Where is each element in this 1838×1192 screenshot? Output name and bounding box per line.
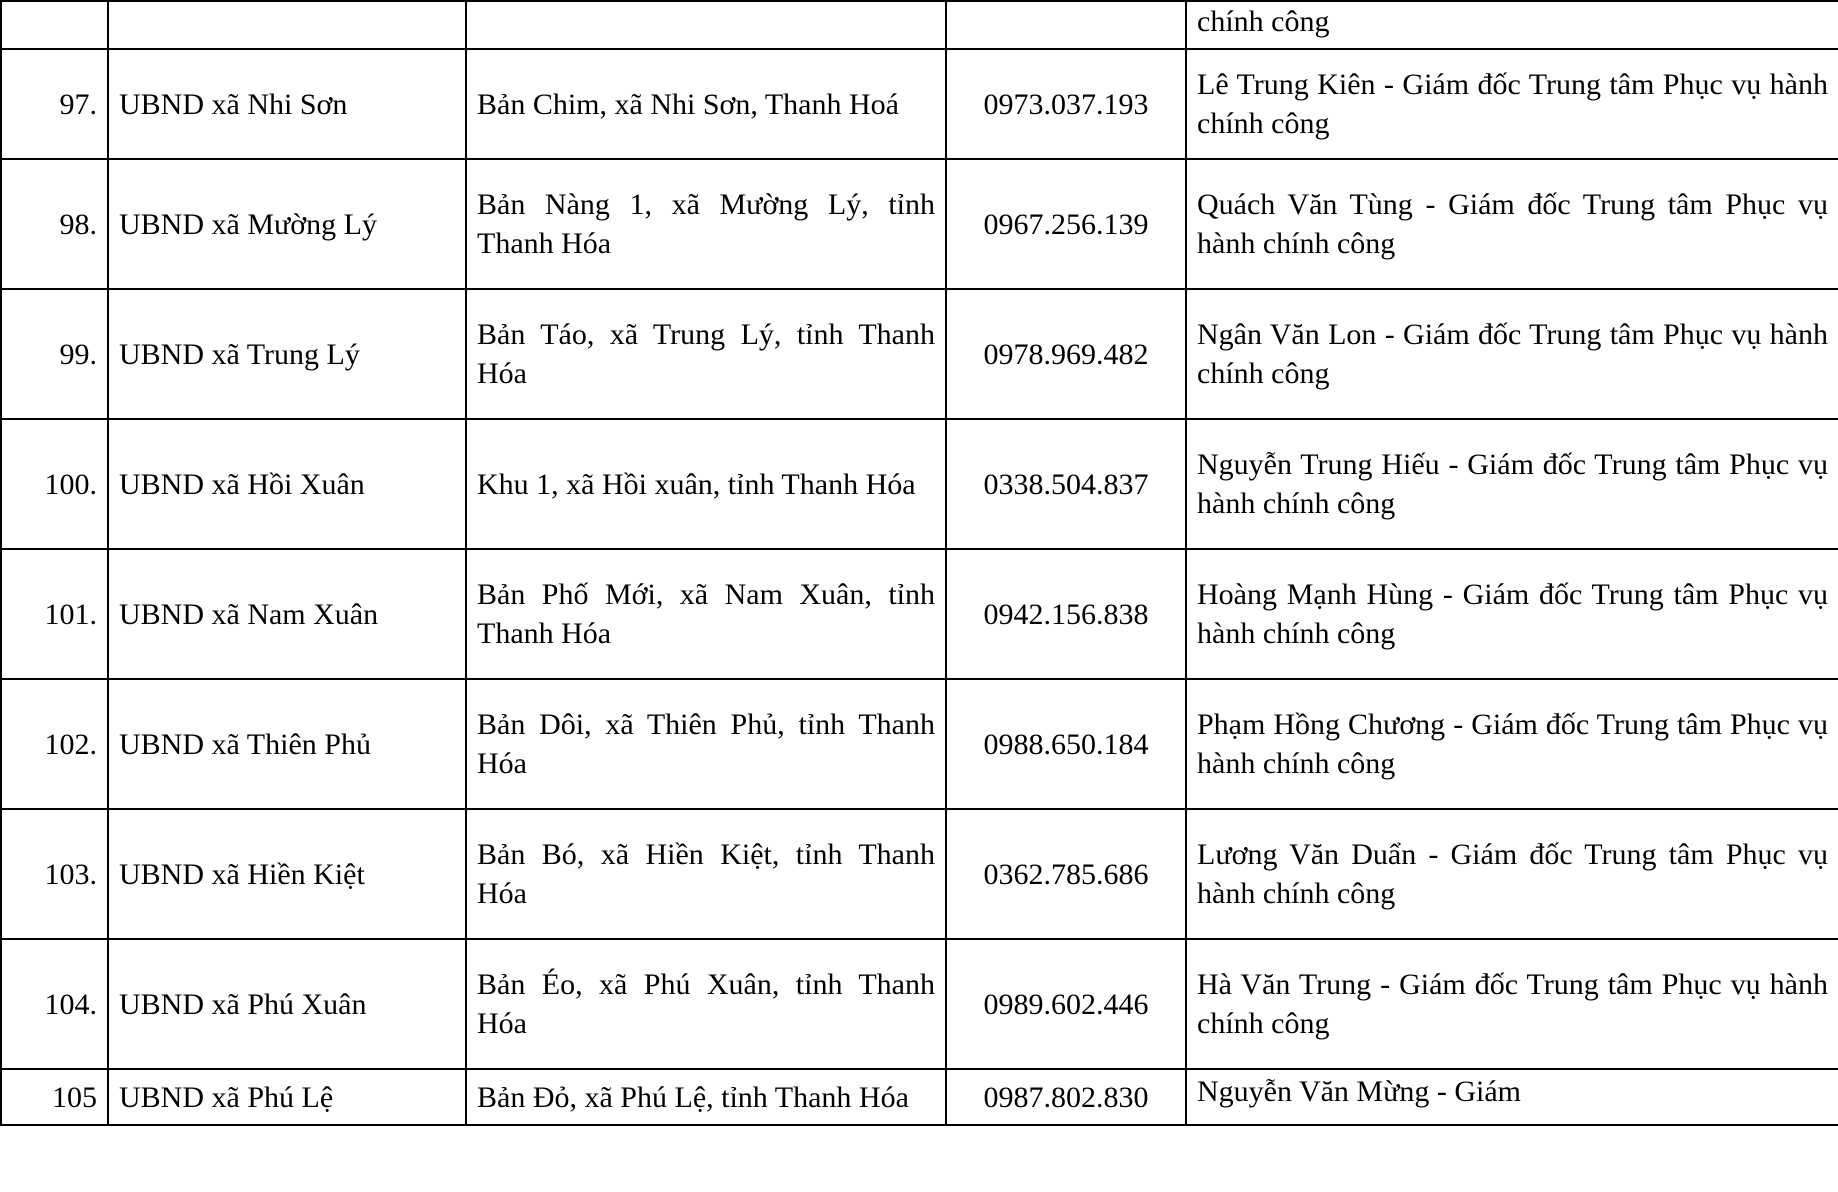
cell-org: UBND xã Nhi Sơn xyxy=(108,49,466,159)
cell-phone: 0967.256.139 xyxy=(946,159,1186,289)
cell-index: 98. xyxy=(1,159,108,289)
table-row xyxy=(1,49,1838,159)
cell-person: Lê Trung Kiên - Giám đốc Trung tâm Phục vụ hành chính công xyxy=(1186,49,1838,159)
cell-address: Bản Dôi, xã Thiên Phủ, tỉnh Thanh Hóa xyxy=(466,679,946,809)
cell-phone: 0942.156.838 xyxy=(946,549,1186,679)
cell-phone: 0989.602.446 xyxy=(946,939,1186,1069)
cell-index: 104. xyxy=(1,939,108,1069)
cell-org: UBND xã Mường Lý xyxy=(108,159,466,289)
cell-person: Lương Văn Duẩn - Giám đốc Trung tâm Phục vụ hành chính công xyxy=(1186,809,1838,939)
cell-person: chính công xyxy=(1186,1,1838,49)
cell-address: Bản Nàng 1, xã Mường Lý, tỉnh Thanh Hóa xyxy=(466,159,946,289)
cell-address: Bản Chim, xã Nhi Sơn, Thanh Hoá xyxy=(466,49,946,159)
cell-org: UBND xã Trung Lý xyxy=(108,289,466,419)
cell-person: Nguyễn Trung Hiếu - Giám đốc Trung tâm Phục vụ hành chính công xyxy=(1186,419,1838,549)
cell-phone: 0988.650.184 xyxy=(946,679,1186,809)
cell-index: 105 xyxy=(1,1069,108,1125)
cell-index: 97. xyxy=(1,49,108,159)
cell-index: 103. xyxy=(1,809,108,939)
table-body xyxy=(1,1,1838,1125)
cell-phone: 0987.802.830 xyxy=(946,1069,1186,1125)
cell-org: UBND xã Hiền Kiệt xyxy=(108,809,466,939)
cell-index: 100. xyxy=(1,419,108,549)
cell-phone: 0973.037.193 xyxy=(946,49,1186,159)
table-row xyxy=(1,549,1838,679)
cell-index xyxy=(1,1,108,49)
cell-address: Bản Đỏ, xã Phú Lệ, tỉnh Thanh Hóa xyxy=(466,1069,946,1125)
cell-org: UBND xã Nam Xuân xyxy=(108,549,466,679)
table-row xyxy=(1,679,1838,809)
cell-person: Nguyễn Văn Mừng - Giám xyxy=(1186,1069,1838,1125)
table-row-clipped-top xyxy=(1,1,1838,49)
cell-person: Hà Văn Trung - Giám đốc Trung tâm Phục vụ hành chính công xyxy=(1186,939,1838,1069)
cell-person: Ngân Văn Lon - Giám đốc Trung tâm Phục vụ hành chính công xyxy=(1186,289,1838,419)
cell-address: Khu 1, xã Hồi xuân, tỉnh Thanh Hóa xyxy=(466,419,946,549)
cell-index: 101. xyxy=(1,549,108,679)
table-row xyxy=(1,159,1838,289)
cell-address xyxy=(466,1,946,49)
cell-org: UBND xã Phú Lệ xyxy=(108,1069,466,1125)
cell-org: UBND xã Phú Xuân xyxy=(108,939,466,1069)
cell-org: UBND xã Hồi Xuân xyxy=(108,419,466,549)
cell-address: Bản Bó, xã Hiền Kiệt, tỉnh Thanh Hóa xyxy=(466,809,946,939)
cell-index: 102. xyxy=(1,679,108,809)
cell-phone xyxy=(946,1,1186,49)
cell-org xyxy=(108,1,466,49)
cell-person: Phạm Hồng Chương - Giám đốc Trung tâm Phục vụ hành chính công xyxy=(1186,679,1838,809)
cell-phone: 0362.785.686 xyxy=(946,809,1186,939)
cell-address: Bản Phố Mới, xã Nam Xuân, tỉnh Thanh Hóa xyxy=(466,549,946,679)
table-row xyxy=(1,289,1838,419)
cell-address: Bản Éo, xã Phú Xuân, tỉnh Thanh Hóa xyxy=(466,939,946,1069)
table-row xyxy=(1,939,1838,1069)
table-row-clipped-bottom xyxy=(1,1069,1838,1125)
cell-index: 99. xyxy=(1,289,108,419)
cell-org: UBND xã Thiên Phủ xyxy=(108,679,466,809)
cell-phone: 0338.504.837 xyxy=(946,419,1186,549)
cell-person: Quách Văn Tùng - Giám đốc Trung tâm Phục vụ hành chính công xyxy=(1186,159,1838,289)
table-row xyxy=(1,419,1838,549)
table-row xyxy=(1,809,1838,939)
cell-phone: 0978.969.482 xyxy=(946,289,1186,419)
cell-address: Bản Táo, xã Trung Lý, tỉnh Thanh Hóa xyxy=(466,289,946,419)
cell-person: Hoàng Mạnh Hùng - Giám đốc Trung tâm Phục vụ hành chính công xyxy=(1186,549,1838,679)
